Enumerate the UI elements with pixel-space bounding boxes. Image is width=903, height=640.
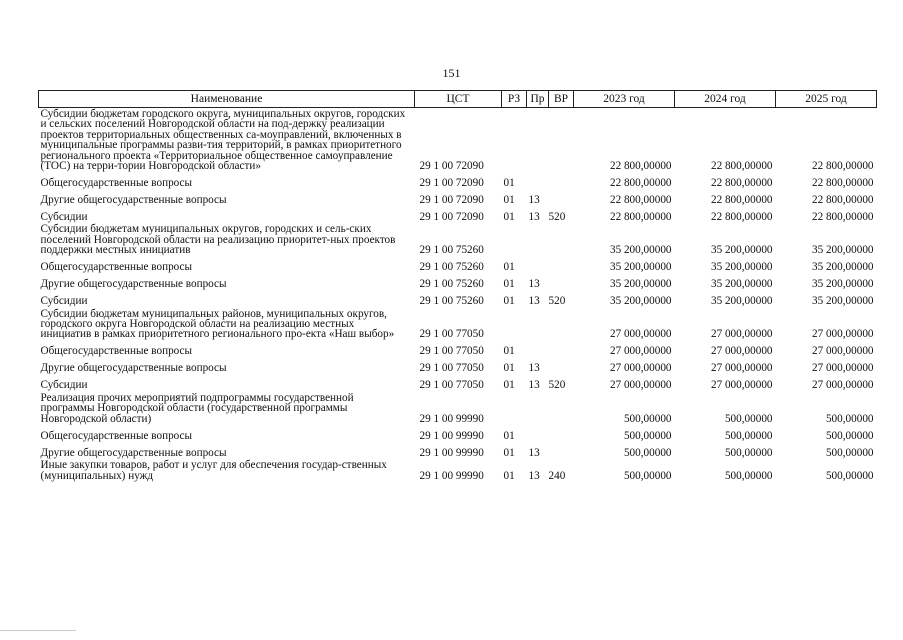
row-rz xyxy=(502,392,527,425)
row-vr: 520 xyxy=(548,295,566,308)
row-value-2025: 35 200,00000 xyxy=(811,261,874,274)
row-value-2024: 22 800,00000 xyxy=(710,177,773,190)
row-pr xyxy=(527,308,549,341)
row-value-2024: 27 000,00000 xyxy=(710,379,773,392)
row-value-2024: 27 000,00000 xyxy=(710,362,773,375)
row-name: Субсидии бюджетам городского округа, муниципальных округов, городских и сельских поселений Новгородской области на под-держку реализации проектов территориальных общественных са-моуправлений, включенных в муниципальные программы разви-тия территорий, в рамках приоритетного регионального проекта «Территориальное общественное самоуправление (ТОС) на терри-тории Новгородской области» xyxy=(40,108,406,173)
table-row xyxy=(39,172,877,189)
row-name: Субсидии бюджетам муниципальных округов, городских и сель-ских поселений Новгородской области на реализацию приоритет-ных проектов поддержки местных инициатив xyxy=(40,223,396,257)
row-value-2023: 35 200,00000 xyxy=(609,295,672,308)
row-name: Реализация прочих мероприятий подпрограммы государственной программы Новгородской области (государственной программы Новгородской области) xyxy=(40,391,354,425)
row-value-2024: 22 800,00000 xyxy=(710,211,773,224)
row-pr xyxy=(527,341,549,358)
row-rz: 01 xyxy=(503,261,515,274)
row-rz: 01 xyxy=(503,295,515,308)
header-name: Наименование xyxy=(39,91,415,108)
row-vr xyxy=(549,223,574,256)
table-row xyxy=(39,341,877,358)
row-cst: 29 1 00 72090 xyxy=(419,194,484,207)
row-cst: 29 1 00 99990 xyxy=(419,412,484,425)
row-pr: 13 xyxy=(528,194,540,207)
row-value-2024: 27 000,00000 xyxy=(710,345,773,358)
row-value-2023: 27 000,00000 xyxy=(609,328,672,341)
table-row xyxy=(39,392,877,425)
row-vr xyxy=(549,108,574,173)
table-row xyxy=(39,223,877,256)
row-cst: 29 1 00 72090 xyxy=(419,177,484,190)
row-rz: 01 xyxy=(503,194,515,207)
table-row xyxy=(39,459,877,482)
row-value-2025: 27 000,00000 xyxy=(811,362,874,375)
row-value-2023: 22 800,00000 xyxy=(609,160,672,173)
footer-divider xyxy=(0,630,76,631)
row-cst: 29 1 00 72090 xyxy=(419,160,484,173)
row-name: Другие общегосударственные вопросы xyxy=(40,278,227,291)
row-pr xyxy=(527,172,549,189)
row-pr xyxy=(527,392,549,425)
row-value-2024: 35 200,00000 xyxy=(710,261,773,274)
row-name: Иные закупки товаров, работ и услуг для обеспечения государ-ственных (муниципальных) нужд xyxy=(40,459,387,482)
row-vr: 240 xyxy=(548,469,566,482)
header-cst: ЦСТ xyxy=(415,91,502,108)
table-row xyxy=(39,274,877,291)
row-value-2023: 500,00000 xyxy=(623,412,672,425)
row-value-2024: 35 200,00000 xyxy=(710,295,773,308)
header-vr: ВР xyxy=(549,91,574,108)
row-rz: 01 xyxy=(503,446,515,459)
header-year-2024: 2024 год xyxy=(675,91,776,108)
header-year-2023: 2023 год xyxy=(574,91,675,108)
row-vr xyxy=(549,425,574,442)
row-pr: 13 xyxy=(528,446,540,459)
row-value-2023: 27 000,00000 xyxy=(609,345,672,358)
table-row xyxy=(39,442,877,459)
row-rz: 01 xyxy=(503,278,515,291)
row-value-2025: 35 200,00000 xyxy=(811,295,874,308)
row-value-2025: 22 800,00000 xyxy=(811,177,874,190)
header-pr: Пр xyxy=(527,91,549,108)
row-rz: 01 xyxy=(503,429,515,442)
row-value-2025: 22 800,00000 xyxy=(811,160,874,173)
row-value-2023: 500,00000 xyxy=(623,469,672,482)
row-vr xyxy=(549,308,574,341)
row-name: Общегосударственные вопросы xyxy=(40,177,193,190)
row-name: Общегосударственные вопросы xyxy=(40,345,193,358)
row-value-2024: 500,00000 xyxy=(724,446,773,459)
row-cst: 29 1 00 77050 xyxy=(419,362,484,375)
row-pr: 13 xyxy=(528,295,540,308)
row-value-2023: 27 000,00000 xyxy=(609,379,672,392)
row-name: Общегосударственные вопросы xyxy=(40,261,193,274)
row-value-2024: 22 800,00000 xyxy=(710,194,773,207)
row-value-2023: 27 000,00000 xyxy=(609,362,672,375)
row-name: Субсидии бюджетам муниципальных районов, муниципальных округов, городского округа Новгородской области на реализацию местных инициатив в рамках приоритетного регионального про-екта «Наш выбор» xyxy=(40,307,395,341)
row-pr xyxy=(527,425,549,442)
row-value-2024: 500,00000 xyxy=(724,412,773,425)
row-vr xyxy=(549,172,574,189)
row-value-2023: 35 200,00000 xyxy=(609,244,672,257)
table-row xyxy=(39,358,877,375)
row-cst: 29 1 00 77050 xyxy=(419,345,484,358)
row-cst: 29 1 00 75260 xyxy=(419,261,484,274)
row-value-2024: 27 000,00000 xyxy=(710,328,773,341)
row-vr xyxy=(549,274,574,291)
row-value-2024: 35 200,00000 xyxy=(710,244,773,257)
row-vr: 520 xyxy=(548,379,566,392)
row-name: Субсидии xyxy=(40,211,88,224)
row-pr: 13 xyxy=(528,469,540,482)
row-value-2025: 35 200,00000 xyxy=(811,278,874,291)
row-pr: 13 xyxy=(528,379,540,392)
row-pr: 13 xyxy=(528,362,540,375)
row-value-2025: 500,00000 xyxy=(825,429,874,442)
row-rz: 01 xyxy=(503,211,515,224)
row-name: Другие общегосударственные вопросы xyxy=(40,194,227,207)
row-value-2023: 22 800,00000 xyxy=(609,211,672,224)
row-cst: 29 1 00 99990 xyxy=(419,446,484,459)
header-year-2025: 2025 год xyxy=(776,91,877,108)
row-value-2023: 22 800,00000 xyxy=(609,194,672,207)
row-pr xyxy=(527,257,549,274)
table-row xyxy=(39,108,877,173)
row-name: Субсидии xyxy=(40,295,88,308)
row-cst: 29 1 00 77050 xyxy=(419,379,484,392)
row-value-2023: 500,00000 xyxy=(623,446,672,459)
row-value-2025: 27 000,00000 xyxy=(811,328,874,341)
row-value-2025: 27 000,00000 xyxy=(811,345,874,358)
row-value-2024: 500,00000 xyxy=(724,429,773,442)
row-name: Другие общегосударственные вопросы xyxy=(40,446,227,459)
row-cst: 29 1 00 77050 xyxy=(419,328,484,341)
row-value-2025: 35 200,00000 xyxy=(811,244,874,257)
row-cst: 29 1 00 72090 xyxy=(419,211,484,224)
row-value-2025: 500,00000 xyxy=(825,469,874,482)
row-pr: 13 xyxy=(528,278,540,291)
row-rz: 01 xyxy=(503,379,515,392)
row-value-2025: 500,00000 xyxy=(825,412,874,425)
header-rz: РЗ xyxy=(502,91,527,108)
row-name: Другие общегосударственные вопросы xyxy=(40,362,227,375)
table-row xyxy=(39,206,877,223)
row-vr xyxy=(549,341,574,358)
row-rz xyxy=(502,308,527,341)
row-pr xyxy=(527,108,549,173)
row-value-2025: 22 800,00000 xyxy=(811,194,874,207)
row-rz: 01 xyxy=(503,345,515,358)
table-row xyxy=(39,189,877,206)
row-vr xyxy=(549,358,574,375)
row-value-2023: 35 200,00000 xyxy=(609,261,672,274)
row-value-2025: 500,00000 xyxy=(825,446,874,459)
table-row xyxy=(39,375,877,392)
row-name: Субсидии xyxy=(40,379,88,392)
row-cst: 29 1 00 75260 xyxy=(419,244,484,257)
row-rz: 01 xyxy=(503,469,515,482)
row-vr xyxy=(549,392,574,425)
row-cst: 29 1 00 99990 xyxy=(419,429,484,442)
row-rz xyxy=(502,108,527,173)
table-body xyxy=(39,108,877,482)
page-number: 151 xyxy=(442,66,461,80)
row-value-2023: 22 800,00000 xyxy=(609,177,672,190)
row-vr xyxy=(549,442,574,459)
row-value-2024: 35 200,00000 xyxy=(710,278,773,291)
row-value-2023: 35 200,00000 xyxy=(609,278,672,291)
row-name: Общегосударственные вопросы xyxy=(40,429,193,442)
table-row xyxy=(39,425,877,442)
row-vr: 520 xyxy=(548,211,566,224)
row-vr xyxy=(549,189,574,206)
row-vr xyxy=(549,257,574,274)
row-cst: 29 1 00 75260 xyxy=(419,295,484,308)
table-row xyxy=(39,308,877,341)
row-value-2023: 500,00000 xyxy=(623,429,672,442)
row-value-2024: 22 800,00000 xyxy=(710,160,773,173)
table-row xyxy=(39,291,877,308)
row-cst: 29 1 00 75260 xyxy=(419,278,484,291)
row-rz xyxy=(502,223,527,256)
row-cst: 29 1 00 99990 xyxy=(419,469,484,482)
budget-table xyxy=(38,90,877,482)
row-value-2024: 500,00000 xyxy=(724,469,773,482)
row-rz: 01 xyxy=(503,362,515,375)
table-row xyxy=(39,257,877,274)
row-value-2025: 27 000,00000 xyxy=(811,379,874,392)
row-pr: 13 xyxy=(528,211,540,224)
row-value-2025: 22 800,00000 xyxy=(811,211,874,224)
table-header-row xyxy=(39,91,877,108)
row-pr xyxy=(527,223,549,256)
row-rz: 01 xyxy=(503,177,515,190)
